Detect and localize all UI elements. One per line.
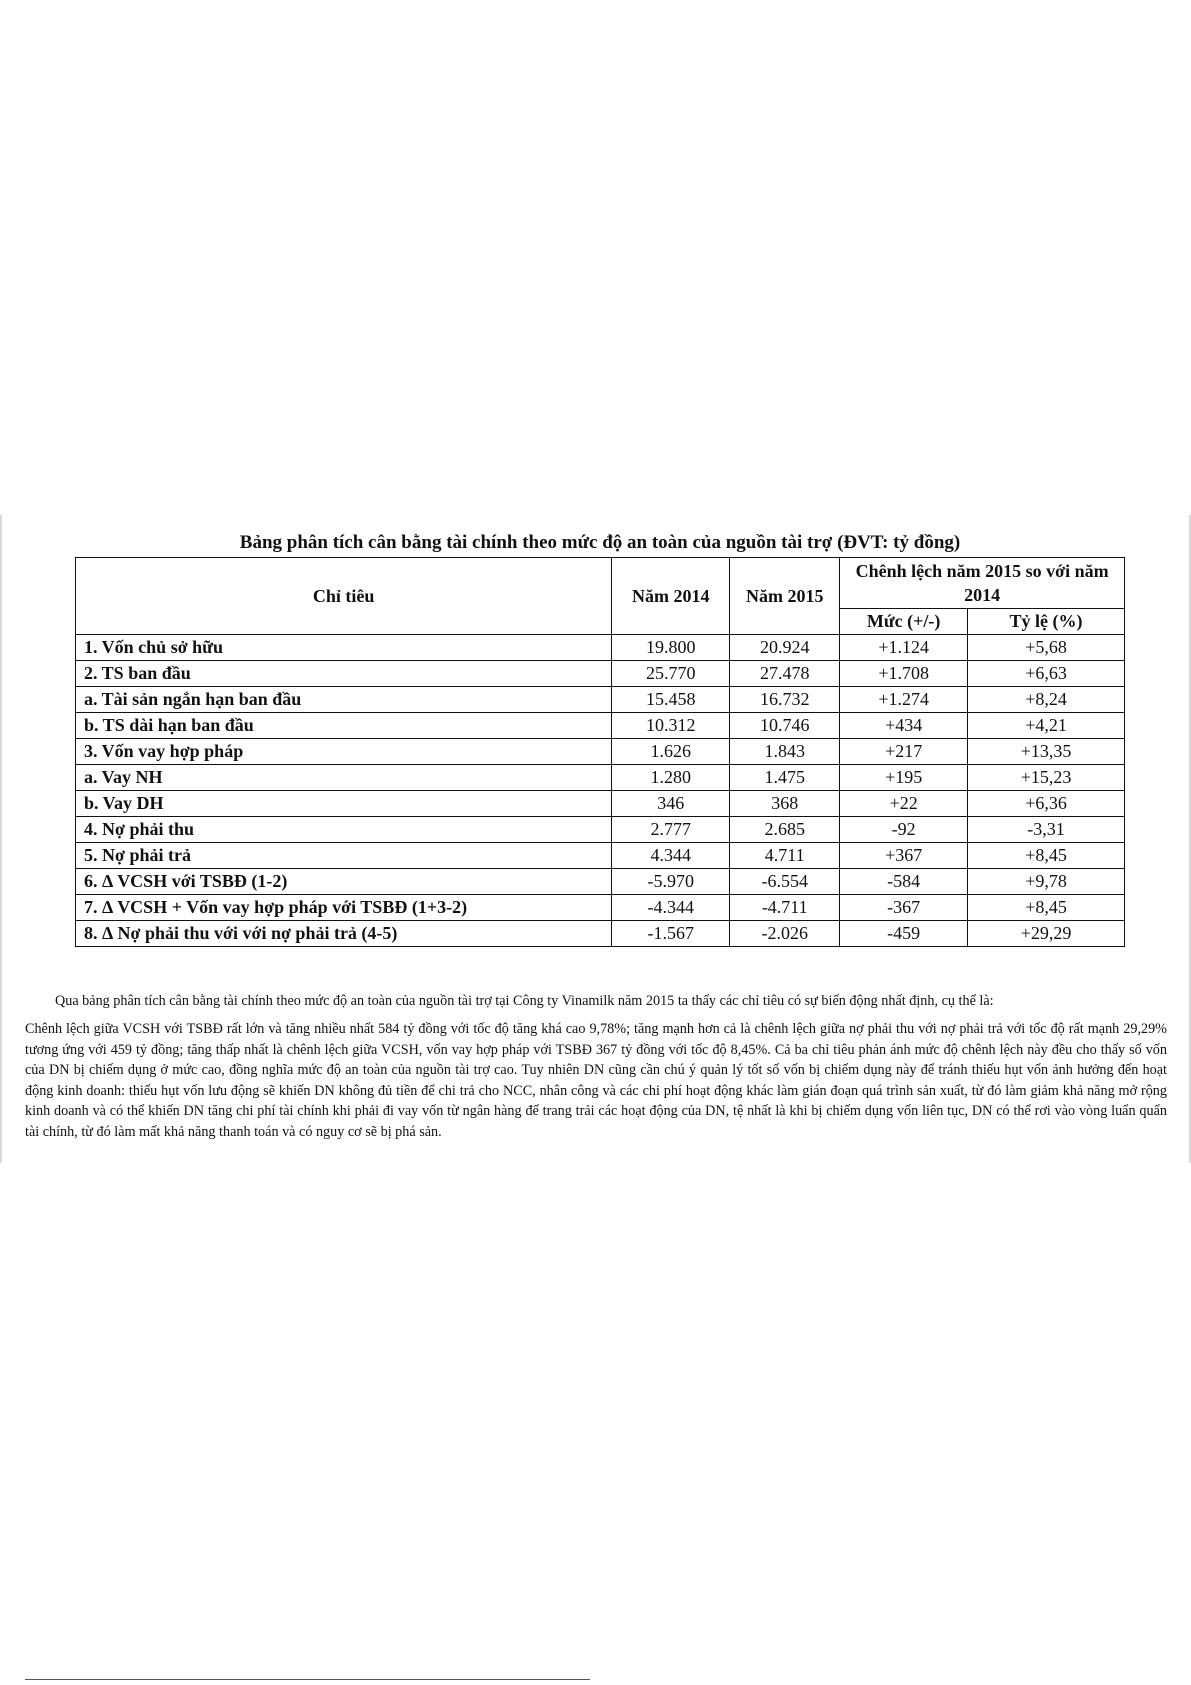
value-2015: 2.685: [730, 817, 840, 843]
table-row: [76, 713, 1125, 739]
value-level: -584: [840, 869, 968, 895]
value-level: +1.274: [840, 687, 968, 713]
value-2014: 1.280: [612, 765, 730, 791]
row-label: 3. Vốn vay hợp pháp: [76, 739, 612, 765]
value-ratio: +9,78: [968, 869, 1125, 895]
value-ratio: +4,21: [968, 713, 1125, 739]
table-row: [76, 817, 1125, 843]
row-label: 6. ∆ VCSH với TSBĐ (1-2): [76, 869, 612, 895]
value-2015: 16.732: [730, 687, 840, 713]
table-row: [76, 921, 1125, 947]
value-2014: 2.777: [612, 817, 730, 843]
intro-paragraph: Qua bảng phân tích cân bằng tài chính theo mức độ an toàn của nguồn tài trợ tại Công ty Vinamilk năm 2015 ta thấy các chỉ tiêu có sự biến động nhất định, cụ thể là:: [55, 993, 994, 1010]
header-indicator: Chỉ tiêu: [76, 558, 612, 635]
value-2015: 4.711: [730, 843, 840, 869]
value-2014: -4.344: [612, 895, 730, 921]
row-label: 8. ∆ Nợ phải thu với với nợ phải trả (4-5): [76, 921, 612, 947]
header-year-2014: Năm 2014: [612, 558, 730, 635]
value-ratio: -3,31: [968, 817, 1125, 843]
row-label: 7. ∆ VCSH + Vốn vay hợp pháp với TSBĐ (1+3-2): [76, 895, 612, 921]
value-ratio: +8,24: [968, 687, 1125, 713]
value-level: +1.708: [840, 661, 968, 687]
value-ratio: +8,45: [968, 843, 1125, 869]
table-title: Bảng phân tích cân bằng tài chính theo mức độ an toàn của nguồn tài trợ (ĐVT: tỷ đồng): [239, 532, 961, 553]
value-2015: 20.924: [730, 635, 840, 661]
value-level: +434: [840, 713, 968, 739]
header-level: Mức (+/-): [840, 609, 968, 635]
footnote-separator: [25, 1679, 590, 1680]
value-2015: 10.746: [730, 713, 840, 739]
value-2014: 19.800: [612, 635, 730, 661]
value-level: -367: [840, 895, 968, 921]
value-ratio: +8,45: [968, 895, 1125, 921]
row-label: 4. Nợ phải thu: [76, 817, 612, 843]
value-2015: -4.711: [730, 895, 840, 921]
value-2014: 25.770: [612, 661, 730, 687]
header-difference: Chênh lệch năm 2015 so với năm 2014: [840, 558, 1125, 609]
row-label: 1. Vốn chủ sở hữu: [76, 635, 612, 661]
row-label: b. TS dài hạn ban đầu: [76, 713, 612, 739]
table-row: [76, 869, 1125, 895]
value-2014: 10.312: [612, 713, 730, 739]
value-2014: 4.344: [612, 843, 730, 869]
financial-balance-table: [75, 557, 1125, 947]
header-ratio: Tỷ lệ (%): [968, 609, 1125, 635]
value-2015: 368: [730, 791, 840, 817]
header-year-2015: Năm 2015: [730, 558, 840, 635]
value-2014: 15.458: [612, 687, 730, 713]
value-2015: 27.478: [730, 661, 840, 687]
value-2014: 1.626: [612, 739, 730, 765]
value-2015: 1.843: [730, 739, 840, 765]
value-ratio: +6,63: [968, 661, 1125, 687]
value-level: +195: [840, 765, 968, 791]
value-level: +367: [840, 843, 968, 869]
row-label: 5. Nợ phải trả: [76, 843, 612, 869]
table-row: [76, 635, 1125, 661]
scan-edge-left: [0, 515, 2, 1163]
value-level: +217: [840, 739, 968, 765]
value-level: -459: [840, 921, 968, 947]
analysis-paragraph: Chênh lệch giữa VCSH với TSBĐ rất lớn và tăng nhiều nhất 584 tỷ đồng với tốc độ tăng khá cao 9,78%; tăng mạnh hơn cả là chênh lệch giữa nợ phải thu với nợ phải trả với tốc độ rất mạnh 29,29% tương ứng với 459 tỷ đồng; tăng thấp nhất là chênh lệch giữa VCSH, vốn vay hợp pháp với TSBĐ 367 tỷ đồng với tốc độ 8,45%. Cả ba chỉ tiêu phản ánh mức độ chênh lệch này đều cho thấy số vốn của DN bị chiếm dụng ở mức cao, đồng nghĩa mức độ an toàn của nguồn tài trợ cao. Tuy nhiên DN cũng cần chú ý quản lý tốt số vốn bị chiếm dụng này để tránh thiếu hụt vốn ảnh hưởng đến hoạt động kinh doanh: thiếu hụt vốn lưu động sẽ khiến DN không đủ tiền để chi trả cho NCC, nhân công và các chi phí hoạt động khác làm gián đoạn quá trình sản xuất, từ đó làm giảm khả năng mở rộng kinh doanh và có thể khiến DN tăng chi phí tài chính khi phải đi vay vốn từ ngân hàng để trang trải các hoạt động của DN, tệ nhất là khi bị chiếm dụng vốn liên tục, DN có thể rơi vào vòng luẩn quẩn tài chính, từ đó làm mất khả năng thanh toán và có nguy cơ sẽ bị phá sản.: [25, 1021, 1167, 1140]
value-2014: -1.567: [612, 921, 730, 947]
value-level: +1.124: [840, 635, 968, 661]
row-label: a. Vay NH: [76, 765, 612, 791]
table-row: [76, 765, 1125, 791]
value-ratio: +29,29: [968, 921, 1125, 947]
table-row: [76, 895, 1125, 921]
row-label: 2. TS ban đầu: [76, 661, 612, 687]
value-ratio: +15,23: [968, 765, 1125, 791]
row-label: b. Vay DH: [76, 791, 612, 817]
row-label: a. Tài sản ngắn hạn ban đầu: [76, 687, 612, 713]
table-row: [76, 739, 1125, 765]
value-2014: 346: [612, 791, 730, 817]
table-row: [76, 791, 1125, 817]
value-ratio: +6,36: [968, 791, 1125, 817]
value-2015: -2.026: [730, 921, 840, 947]
value-level: -92: [840, 817, 968, 843]
value-2015: 1.475: [730, 765, 840, 791]
value-level: +22: [840, 791, 968, 817]
value-2015: -6.554: [730, 869, 840, 895]
table-row: [76, 687, 1125, 713]
value-ratio: +13,35: [968, 739, 1125, 765]
table-row: [76, 661, 1125, 687]
value-ratio: +5,68: [968, 635, 1125, 661]
table-row: [76, 843, 1125, 869]
value-2014: -5.970: [612, 869, 730, 895]
